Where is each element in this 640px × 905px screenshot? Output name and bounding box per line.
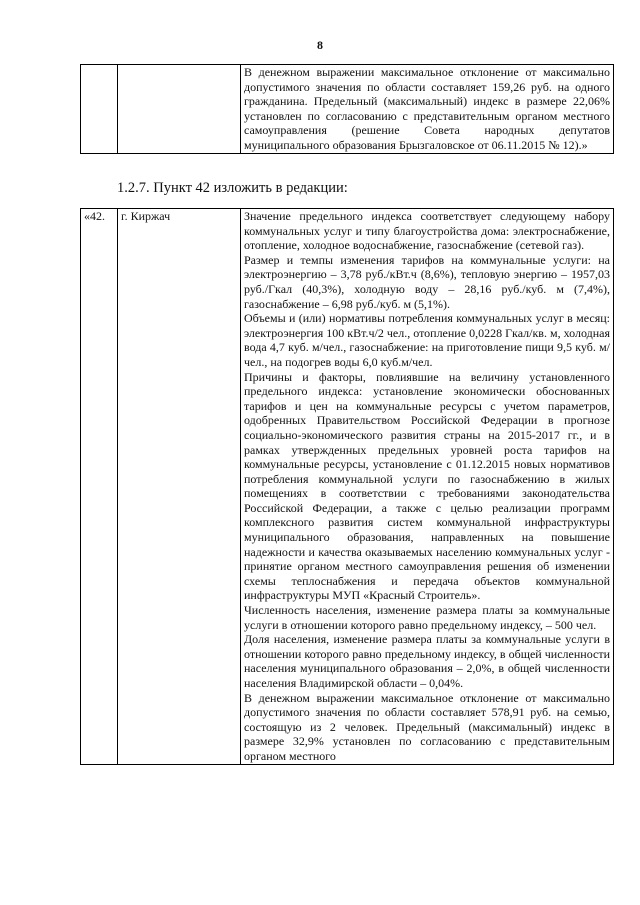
table-row <box>81 65 614 154</box>
paragraph-tariffs: Размер и темпы изменения тарифов на коммунальные услуги: на электроэнергию – 3,78 руб./кВт.ч (8,6%), тепловую энергию – 1957,03 руб./Гкал (40,3%), холодную воду – 28,16 руб./куб. м (7,4%), газоснабжение – 6,98 руб./куб. м (5,1%). <box>244 252 610 311</box>
continuation-table <box>80 64 614 154</box>
paragraph-population: Численность населения, изменение размера платы за коммунальные услуги в отношении которого равно предельному индексу, – 500 чел. <box>244 603 610 632</box>
description-cell <box>241 209 614 765</box>
paragraph-consumption: Объемы и (или) нормативы потребления коммунальных услуг в месяц: электроэнергия 100 кВт.ч/2 чел., отопление 0,0228 Гкал/кв. м, холодная вода 4,7 куб. м/чел., газоснабжение: на приготовление пищи 9,5 куб. м/чел., на подогрев воды 6,0 куб.м/чел. <box>244 311 610 369</box>
paragraph-deviation: В денежном выражении максимальное отклонение от максимально допустимого значения по области составляет 578,91 руб. на семью, состоящую из 2 человек. Предельный (максимальный) индекс в размере 32,9% установлен по согласованию с представительным органом местного <box>244 690 610 763</box>
municipality-cell <box>118 65 241 154</box>
table-row <box>81 209 614 765</box>
number-cell <box>81 65 118 154</box>
number-cell: «42. <box>81 209 118 765</box>
page-number: 8 <box>317 38 323 52</box>
municipality-cell: г. Киржач <box>118 209 241 765</box>
description-cell <box>241 65 614 154</box>
item-42-table <box>80 208 614 765</box>
paragraph-composition: Значение предельного индекса соответствует следующему набору коммунальных услуг и типу благоустройства дома: электроснабжение, отопление, холодное водоснабжение, газоснабжение (сетевой газ). <box>244 209 610 253</box>
paragraph-reasons: Причины и факторы, повлиявшие на величину установленного предельного индекса: установление экономически обоснованных тарифов и цен на коммунальные ресурсы с учетом параметров, одобренных Правительством Российской Федерации в прогнозе социально-экономического развития страны на 2015-2017 гг., и в рамках утвержденных предельных уровней роста тарифов на коммунальные ресурсы, установление с 01.12.2015 новых нормативов потребления коммунальной услуги по газоснабжению в жилых помещениях в соответствии с требованиями законодательства Российской Федерации, а также с целью реализации программ комплексного развития систем коммунальной инфраструктуры муниципального образования, направленных на повышение надежности и качества оказываемых населению коммунальных услуг - принятие органом местного самоуправления решения об изменении схемы теплоснабжения и передача объектов коммунальной инфраструктуры МУП «Красный Строитель». <box>244 369 610 603</box>
section-heading: 1.2.7. Пункт 42 изложить в редакции: <box>117 180 348 196</box>
paragraph-share: Доля населения, изменение размера платы за коммунальные услуги в отношении которого равно предельному индексу, в общей численности населения муниципального образования – 2,0%, в общей численности населения Владимирской области – 0,04%. <box>244 632 610 690</box>
paragraph: В денежном выражении максимальное отклонение от максимально допустимого значения по области составляет 159,26 руб. на одного гражданина. Предельный (максимальный) индекс в размере 22,06% установлен по согласованию с представительным органом местного самоуправления (решение Совета народных депутатов муниципального образования Брызгаловское от 06.11.2015 № 12).» <box>244 65 610 152</box>
